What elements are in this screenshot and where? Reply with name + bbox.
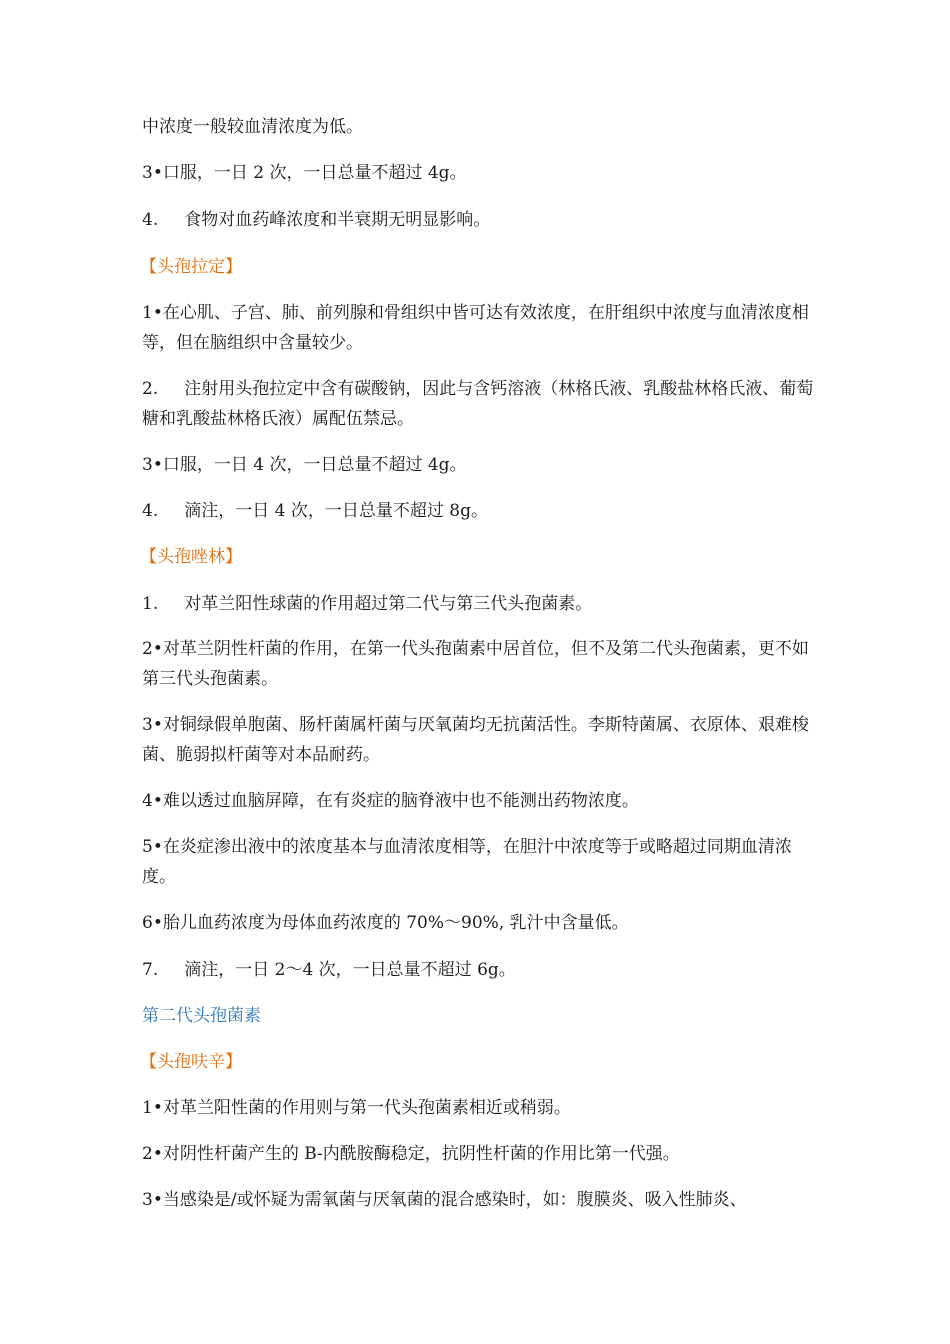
paragraph: 1•在心肌、子宫、肺、前列腺和骨组织中皆可达有效浓度，在肝组织中浓度与血清浓度相等，但在脑组织中含量较少。 xyxy=(142,303,809,353)
paragraph: 3•口服，一日 2 次，一日总量不超过 4g。 xyxy=(142,163,467,183)
paragraph: 6•胎儿血药浓度为母体血药浓度的 70%〜90%, 乳汁中含量低。 xyxy=(142,913,629,933)
list-number: 4. xyxy=(142,501,159,521)
list-number: 4. xyxy=(142,210,159,230)
paragraph: 3•口服，一日 4 次，一日总量不超过 4g。 xyxy=(142,455,467,475)
section-heading-second-generation: 第二代头孢菌素 xyxy=(142,1006,261,1026)
numbered-paragraph: 1. 对革兰阳性球菌的作用超过第二代与第三代头孢菌素。 xyxy=(142,594,593,614)
numbered-paragraph: 7. 滴注，一日 2〜4 次，一日总量不超过 6g。 xyxy=(142,960,516,980)
list-number: 1. xyxy=(142,594,159,614)
paragraph: 1•对革兰阳性菌的作用则与第一代头孢菌素相近或稍弱。 xyxy=(142,1098,571,1118)
drug-heading-cefuroxime: 【头孢呋辛】 xyxy=(140,1052,242,1072)
numbered-paragraph: 4. 食物对血药峰浓度和半衰期无明显影响。 xyxy=(142,210,491,230)
paragraph: 2•对革兰阴性杆菌的作用，在第一代头孢菌素中居首位，但不及第二代头孢菌素，更不如第三代头孢菌素。 xyxy=(142,639,809,689)
drug-heading-cefradine: 【头孢拉定】 xyxy=(140,257,242,277)
paragraph: 4•难以透过血脑屏障，在有炎症的脑脊液中也不能测出药物浓度。 xyxy=(142,791,639,811)
paragraph: 2•对阴性杆菌产生的 B-内酰胺酶稳定，抗阴性杆菌的作用比第一代强。 xyxy=(142,1144,680,1164)
numbered-paragraph: 4. 滴注，一日 4 次，一日总量不超过 8g。 xyxy=(142,501,488,521)
list-number: 7. xyxy=(142,960,159,980)
numbered-paragraph: 2. 注射用头孢拉定中含有碳酸钠，因此与含钙溶液（林格氏液、乳酸盐林格氏液、葡萄糖和乳酸盐林格氏液）属配伍禁忌。 xyxy=(142,379,814,429)
paragraph: 3•当感染是/或怀疑为需氧菌与厌氧菌的混合感染时，如：腹膜炎、吸入性肺炎、 xyxy=(142,1190,747,1210)
paragraph: 5•在炎症渗出液中的浓度基本与血清浓度相等，在胆汁中浓度等于或略超过同期血清浓度。 xyxy=(142,837,792,887)
drug-heading-cefazolin: 【头孢唑林】 xyxy=(140,547,242,567)
paragraph: 中浓度一般较血清浓度为低。 xyxy=(142,117,363,137)
paragraph: 3•对铜绿假单胞菌、肠杆菌属杆菌与厌氧菌均无抗菌活性。李斯特菌属、衣原体、艰难梭菌、脆弱拟杆菌等对本品耐药。 xyxy=(142,715,809,765)
list-number: 2. xyxy=(142,379,159,399)
